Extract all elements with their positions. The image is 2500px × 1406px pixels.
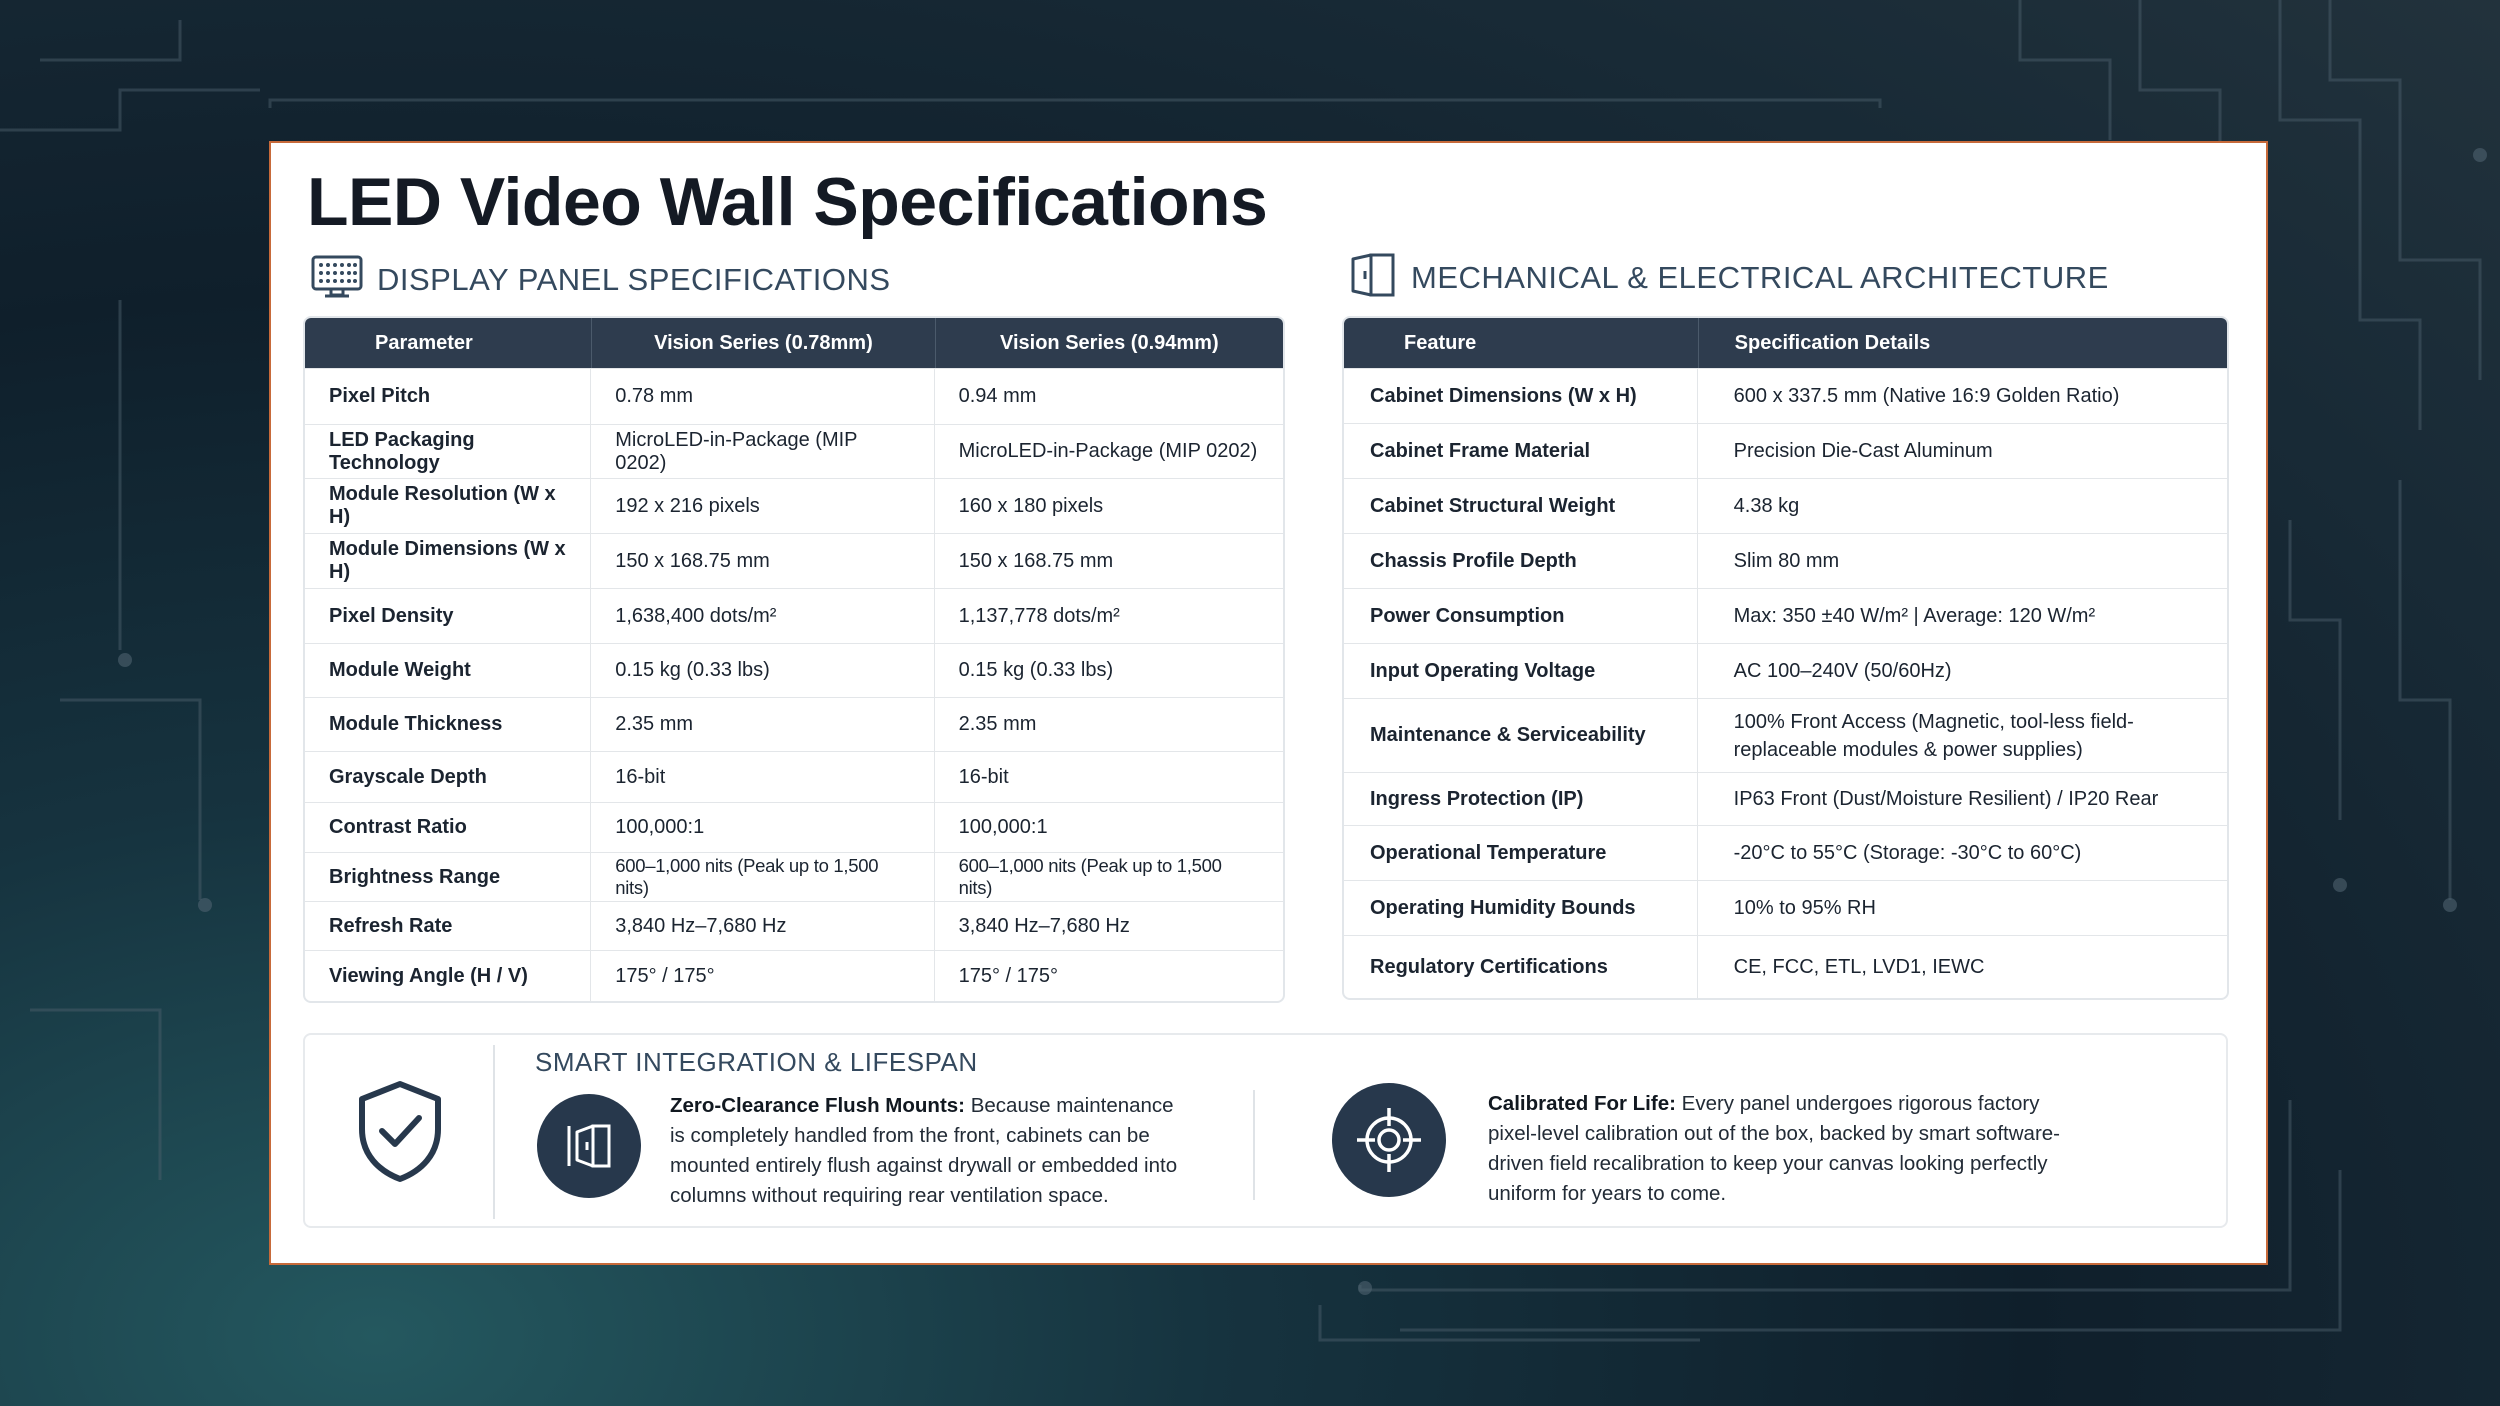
table-cell: 175° / 175° (591, 950, 934, 1001)
flush-mount-icon (537, 1094, 641, 1198)
table-row (305, 424, 1283, 478)
table-cell: Module Resolution (W x H) (305, 478, 591, 533)
display-section-title: DISPLAY PANEL SPECIFICATIONS (377, 261, 891, 297)
table-row (1344, 533, 2227, 588)
table-row (305, 588, 1283, 643)
table-cell: 16-bit (935, 751, 1283, 802)
column-header: Vision Series (0.78mm) (591, 318, 934, 368)
table-cell: 150 x 168.75 mm (935, 533, 1283, 588)
table-row (1344, 772, 2227, 825)
mechanical-section-title: MECHANICAL & ELECTRICAL ARCHITECTURE (1411, 259, 2109, 295)
table-cell: Input Operating Voltage (1344, 643, 1698, 698)
table-cell: Cabinet Structural Weight (1344, 478, 1698, 533)
cabinet-icon (1349, 251, 1397, 304)
table-cell: Cabinet Frame Material (1344, 423, 1698, 478)
table-row (1344, 698, 2227, 772)
table-cell: Pixel Pitch (305, 368, 591, 424)
table-cell: Maintenance & Serviceability (1344, 698, 1698, 772)
table-cell: 150 x 168.75 mm (591, 533, 934, 588)
table-cell: 175° / 175° (935, 950, 1283, 1001)
table-cell: Contrast Ratio (305, 802, 591, 852)
table-row (305, 751, 1283, 802)
table-header-row (305, 318, 1283, 368)
feature-calibrated (1488, 1089, 2068, 1209)
table-cell: MicroLED-in-Package (MIP 0202) (935, 424, 1283, 478)
table-cell: Brightness Range (305, 852, 591, 901)
table-row (305, 478, 1283, 533)
table-cell: Power Consumption (1344, 588, 1698, 643)
panel-divider (493, 1045, 495, 1219)
table-cell: Pixel Density (305, 588, 591, 643)
table-cell: Viewing Angle (H / V) (305, 950, 591, 1001)
table-cell: 2.35 mm (935, 697, 1283, 751)
column-header: Vision Series (0.94mm) (935, 318, 1283, 368)
table-cell: MicroLED-in-Package (MIP 0202) (591, 424, 934, 478)
table-cell: Ingress Protection (IP) (1344, 772, 1698, 825)
table-cell: Module Weight (305, 643, 591, 697)
table-cell: 4.38 kg (1698, 478, 2227, 533)
panel-divider (1253, 1090, 1255, 1200)
mechanical-section-heading (1349, 251, 2109, 304)
display-spec-table (303, 316, 1285, 1003)
feature-description: Every panel undergoes rigorous factory pixel-level calibration out of the box, backed by smart software-driven field recalibration to keep your canvas looking perfectly uniform for years to come. (1488, 1092, 2060, 1205)
table-row (1344, 935, 2227, 998)
table-cell: Module Thickness (305, 697, 591, 751)
table-row (1344, 825, 2227, 880)
table-cell: IP63 Front (Dust/Moisture Resilient) / IP20 Rear (1698, 772, 2227, 825)
table-cell: 600 x 337.5 mm (Native 16:9 Golden Ratio) (1698, 368, 2227, 423)
smart-section-title: SMART INTEGRATION & LIFESPAN (535, 1047, 978, 1077)
table-cell: 100% Front Access (Magnetic, tool-less field-replaceable modules & power supplies) (1698, 698, 2227, 772)
table-cell: 0.94 mm (935, 368, 1283, 424)
table-cell: 160 x 180 pixels (935, 478, 1283, 533)
table-cell: 0.15 kg (0.33 lbs) (591, 643, 934, 697)
table-row (305, 368, 1283, 424)
table-cell: 1,137,778 dots/m² (935, 588, 1283, 643)
table-cell: Max: 350 ±40 W/m² | Average: 120 W/m² (1698, 588, 2227, 643)
table-row (305, 901, 1283, 950)
table-cell: Chassis Profile Depth (1344, 533, 1698, 588)
column-header: Specification Details (1698, 318, 2227, 368)
crosshair-target-icon (1332, 1083, 1446, 1197)
table-cell: CE, FCC, ETL, LVD1, IEWC (1698, 935, 2227, 998)
table-cell: 600–1,000 nits (Peak up to 1,500 nits) (591, 852, 934, 901)
table-cell: Operational Temperature (1344, 825, 1698, 880)
table-cell: 0.15 kg (0.33 lbs) (935, 643, 1283, 697)
shield-check-icon (355, 1079, 445, 1188)
table-row (305, 852, 1283, 901)
table-row (1344, 880, 2227, 935)
table-row (305, 802, 1283, 852)
table-cell: 100,000:1 (935, 802, 1283, 852)
feature-title: Calibrated For Life: (1488, 1092, 1676, 1115)
table-row (305, 697, 1283, 751)
table-cell: Precision Die-Cast Aluminum (1698, 423, 2227, 478)
table-cell: Cabinet Dimensions (W x H) (1344, 368, 1698, 423)
led-panel-icon (311, 255, 363, 304)
table-row (1344, 643, 2227, 698)
table-row (1344, 368, 2227, 423)
table-cell: 3,840 Hz–7,680 Hz (935, 901, 1283, 950)
table-cell: Module Dimensions (W x H) (305, 533, 591, 588)
smart-integration-panel (303, 1033, 2228, 1228)
feature-title: Zero-Clearance Flush Mounts: (670, 1094, 966, 1117)
table-cell: Operating Humidity Bounds (1344, 880, 1698, 935)
table-cell: 1,638,400 dots/m² (591, 588, 934, 643)
table-cell: AC 100–240V (50/60Hz) (1698, 643, 2227, 698)
table-cell: 2.35 mm (591, 697, 934, 751)
table-cell: 16-bit (591, 751, 934, 802)
column-header: Feature (1344, 318, 1698, 368)
feature-description: Because maintenance is completely handled from the front, cabinets can be mounted entirely flush against drywall or embedded into columns without requiring rear ventilation space. (670, 1094, 1178, 1207)
table-row (305, 533, 1283, 588)
table-cell: LED Packaging Technology (305, 424, 591, 478)
table-header-row (1344, 318, 2227, 368)
table-cell: Slim 80 mm (1698, 533, 2227, 588)
table-row (305, 643, 1283, 697)
table-cell: 100,000:1 (591, 802, 934, 852)
table-cell: 3,840 Hz–7,680 Hz (591, 901, 934, 950)
table-row (1344, 588, 2227, 643)
table-cell: 600–1,000 nits (Peak up to 1,500 nits) (935, 852, 1283, 901)
table-row (305, 950, 1283, 1001)
display-section-heading (311, 255, 891, 304)
column-header: Parameter (305, 318, 591, 368)
table-cell: 192 x 216 pixels (591, 478, 934, 533)
page-title: LED Video Wall Specifications (307, 164, 1268, 240)
table-cell: 10% to 95% RH (1698, 880, 2227, 935)
table-cell: Refresh Rate (305, 901, 591, 950)
table-cell: Regulatory Certifications (1344, 935, 1698, 998)
table-cell: Grayscale Depth (305, 751, 591, 802)
spec-card (269, 141, 2268, 1265)
feature-flush-mounts (670, 1091, 1190, 1211)
table-row (1344, 478, 2227, 533)
table-cell: -20°C to 55°C (Storage: -30°C to 60°C) (1698, 825, 2227, 880)
table-cell: 0.78 mm (591, 368, 934, 424)
mechanical-spec-table (1342, 316, 2229, 1000)
table-row (1344, 423, 2227, 478)
